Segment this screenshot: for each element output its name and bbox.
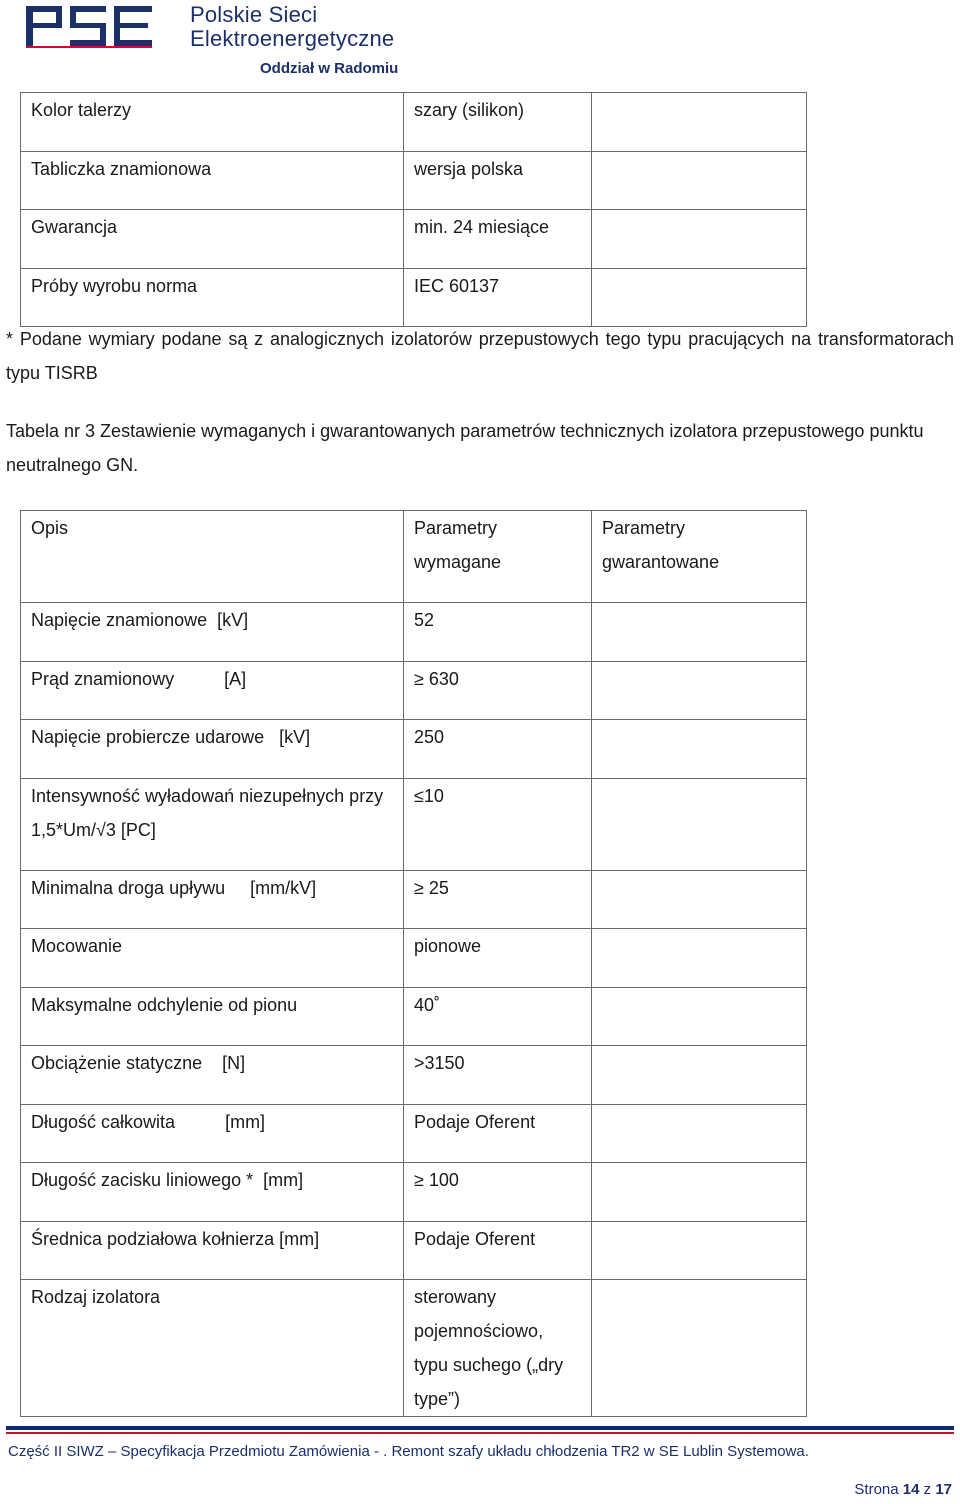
row-value: szary (silikon) [404,93,592,152]
row-guaranteed [592,1163,807,1222]
row-guaranteed [592,1222,807,1280]
table-row [21,210,807,269]
row-guaranteed [592,720,807,779]
row-guaranteed [592,929,807,988]
row-value: ≥ 100 [404,1163,592,1222]
dimensions-note: * Podane wymiary podane są z analogicznych izolatorów przepustowych tego typu pracujących na transformatorach typu TISRB [6,329,954,383]
row-label: Intensywność wyładowań niezupełnych przy 1,5*Um/√3 [PC] [21,779,404,871]
row-guaranteed [592,603,807,662]
row-label: Próby wyrobu norma [21,269,404,327]
footer-rule-navy [6,1426,954,1430]
table-row [21,720,807,779]
table-row [21,871,807,929]
table-header-row [21,511,807,603]
row-value: 250 [404,720,592,779]
table-row [21,152,807,210]
header-guaranteed: Parametry gwarantowane [592,511,807,603]
table-row [21,1222,807,1280]
row-value: ≤10 [404,779,592,871]
row-label: Średnica podziałowa kołnierza [mm] [21,1222,404,1280]
footer-rule-red [6,1432,954,1434]
footer-text: Część II SIWZ – Specyfikacja Przedmiotu Zamówienia - . Remont szafy układu chłodzenia TR2 w SE Lublin Systemowa. [8,1443,809,1460]
row-label: Napięcie probiercze udarowe [kV] [21,720,404,779]
table-row [21,779,807,871]
row-value: sterowany pojemnościowo, typu suchego („dry type”) [404,1280,592,1417]
row-label: Tabliczka znamionowa [21,152,404,210]
table-row [21,603,807,662]
table-row [21,93,807,152]
row-label: Mocowanie [21,929,404,988]
row-value: Podaje Oferent [404,1222,592,1280]
row-label: Napięcie znamionowe [kV] [21,603,404,662]
row-value: ≥ 25 [404,871,592,929]
row-value: 52 [404,603,592,662]
row-label: Minimalna droga upływu [mm/kV] [21,871,404,929]
row-label: Długość całkowita [mm] [21,1105,404,1163]
row-label: Prąd znamionowy [A] [21,662,404,720]
row-guaranteed [592,1105,807,1163]
table-row [21,269,807,327]
row-value: wersja polska [404,152,592,210]
technical-parameters-table [20,510,807,1417]
table-caption: Tabela nr 3 Zestawienie wymaganych i gwarantowanych parametrów technicznych izolatora przepustowego punktu neutralnego GN. [6,421,924,475]
header-description: Opis [21,511,404,603]
header-required: Parametry wymagane [404,511,592,603]
row-guaranteed [592,662,807,720]
row-label: Kolor talerzy [21,93,404,152]
table-row [21,988,807,1046]
pse-logo [26,2,426,78]
page-number: Strona 14 z 17 [854,1481,952,1498]
top-parameters-table [20,92,807,327]
pse-logo-mark [26,4,152,48]
row-label: Maksymalne odchylenie od pionu [21,988,404,1046]
page-current: 14 [902,1481,920,1498]
row-guaranteed [592,1046,807,1105]
row-value: ≥ 630 [404,662,592,720]
row-guaranteed [592,779,807,871]
table-row [21,1280,807,1417]
row-guaranteed [592,93,807,152]
row-value: min. 24 miesiące [404,210,592,269]
row-label: Gwarancja [21,210,404,269]
row-value: IEC 60137 [404,269,592,327]
row-label: Obciążenie statyczne [N] [21,1046,404,1105]
table-row [21,1046,807,1105]
table-row [21,662,807,720]
page-total: 17 [935,1481,952,1498]
row-guaranteed [592,988,807,1046]
row-label: Rodzaj izolatora [21,1280,404,1417]
row-value: 40˚ [404,988,592,1046]
row-guaranteed [592,871,807,929]
row-value: >3150 [404,1046,592,1105]
row-guaranteed [592,269,807,327]
row-guaranteed [592,152,807,210]
row-value: Podaje Oferent [404,1105,592,1163]
row-guaranteed [592,1280,807,1417]
company-name-line2: Elektroenergetyczne [190,26,395,51]
row-value: pionowe [404,929,592,988]
company-name-line1: Polskie Sieci [190,2,318,27]
row-label: Długość zacisku liniowego * [mm] [21,1163,404,1222]
company-branch: Oddział w Radomiu [260,60,399,77]
row-guaranteed [592,210,807,269]
table-row [21,929,807,988]
table-row [21,1163,807,1222]
table-row [21,1105,807,1163]
